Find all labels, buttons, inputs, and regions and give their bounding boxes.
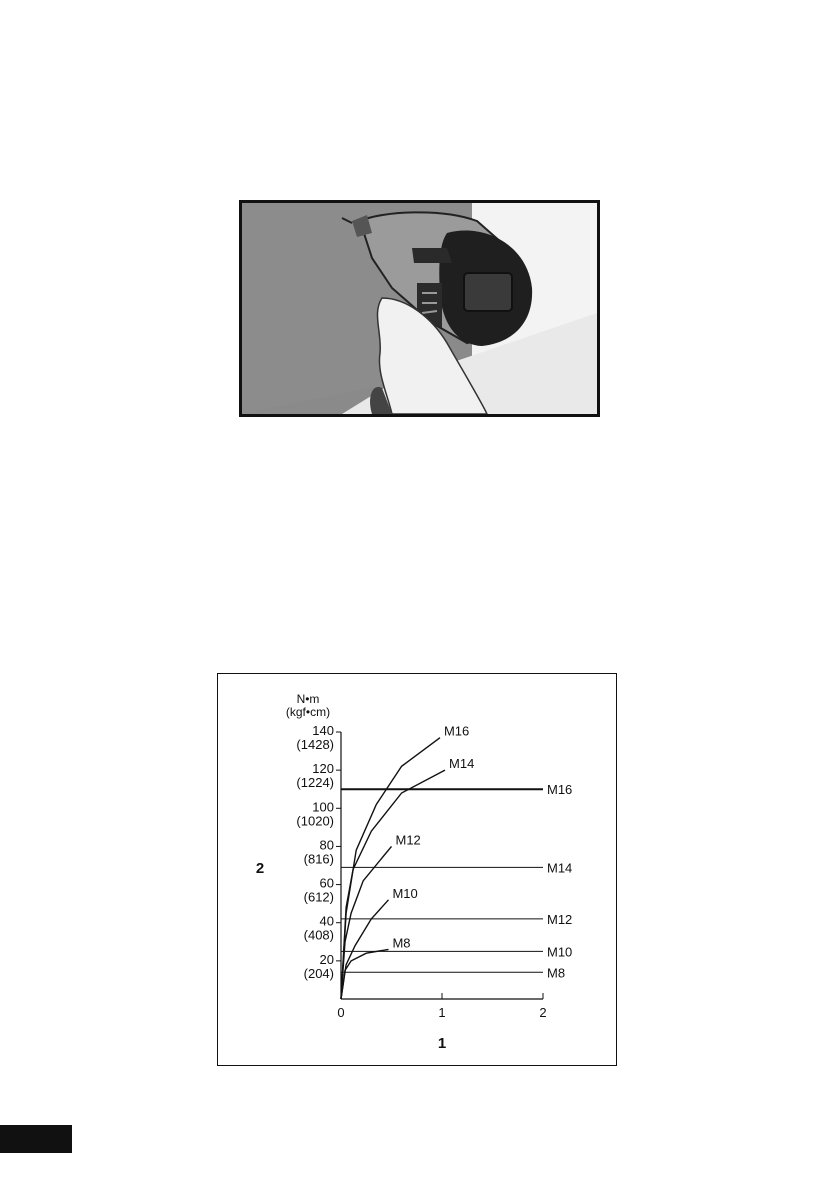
curve-m12	[341, 846, 392, 999]
y-tick-label: 120	[312, 761, 334, 777]
y-tick-sublabel: (612)	[303, 889, 334, 905]
y-unit-secondary: (kgf•cm)	[285, 705, 331, 719]
y-tick-sublabel: (816)	[303, 851, 334, 867]
curve-label-m12: M12	[395, 832, 421, 848]
impact-driver-photo	[239, 200, 600, 417]
y-tick-label: 60	[319, 875, 334, 891]
impact-driver-illustration	[242, 203, 597, 414]
y-tick-sublabel: (1224)	[296, 775, 334, 791]
reference-label-m8: M8	[547, 965, 566, 981]
curve-label-m16: M16	[443, 723, 470, 739]
reference-label-m12: M12	[547, 911, 573, 927]
x-tick-label: 2	[539, 1005, 547, 1020]
y-tick-sublabel: (1020)	[296, 813, 334, 829]
y-ticks	[296, 723, 341, 981]
y-unit-primary: N•m	[296, 692, 320, 706]
torque-chart	[217, 673, 617, 1066]
reference-lines	[341, 782, 572, 980]
curve-m16	[341, 738, 440, 999]
curve-m8	[341, 949, 389, 999]
curve-label-m8: M8	[392, 935, 411, 951]
y-tick-sublabel: (408)	[303, 927, 334, 943]
torque-curves	[341, 724, 474, 999]
curve-m10	[341, 900, 389, 999]
y-tick-label: 40	[319, 913, 334, 929]
y-axis-number: 2	[255, 860, 265, 877]
torque-chart-svg	[218, 674, 616, 1065]
x-ticks	[337, 993, 546, 1020]
page-tab-marker	[0, 1125, 72, 1153]
y-tick-label: 20	[319, 951, 334, 967]
y-tick-label: 140	[312, 723, 334, 738]
x-tick-label: 1	[438, 1005, 446, 1020]
trigger-area	[412, 248, 452, 263]
x-tick-label: 0	[337, 1005, 345, 1020]
curve-label-m10: M10	[392, 885, 418, 901]
curve-m14	[341, 770, 445, 999]
y-tick-sublabel: (204)	[303, 965, 334, 981]
reference-label-m16: M16	[547, 782, 573, 798]
motor-cap	[464, 273, 512, 311]
y-tick-sublabel: (1428)	[296, 737, 334, 752]
curve-label-m14: M14	[449, 756, 475, 772]
y-tick-label: 80	[319, 837, 334, 853]
x-axis-number: 1	[437, 1035, 447, 1052]
reference-label-m10: M10	[547, 944, 573, 960]
reference-label-m14: M14	[547, 860, 573, 876]
y-tick-label: 100	[312, 799, 334, 815]
